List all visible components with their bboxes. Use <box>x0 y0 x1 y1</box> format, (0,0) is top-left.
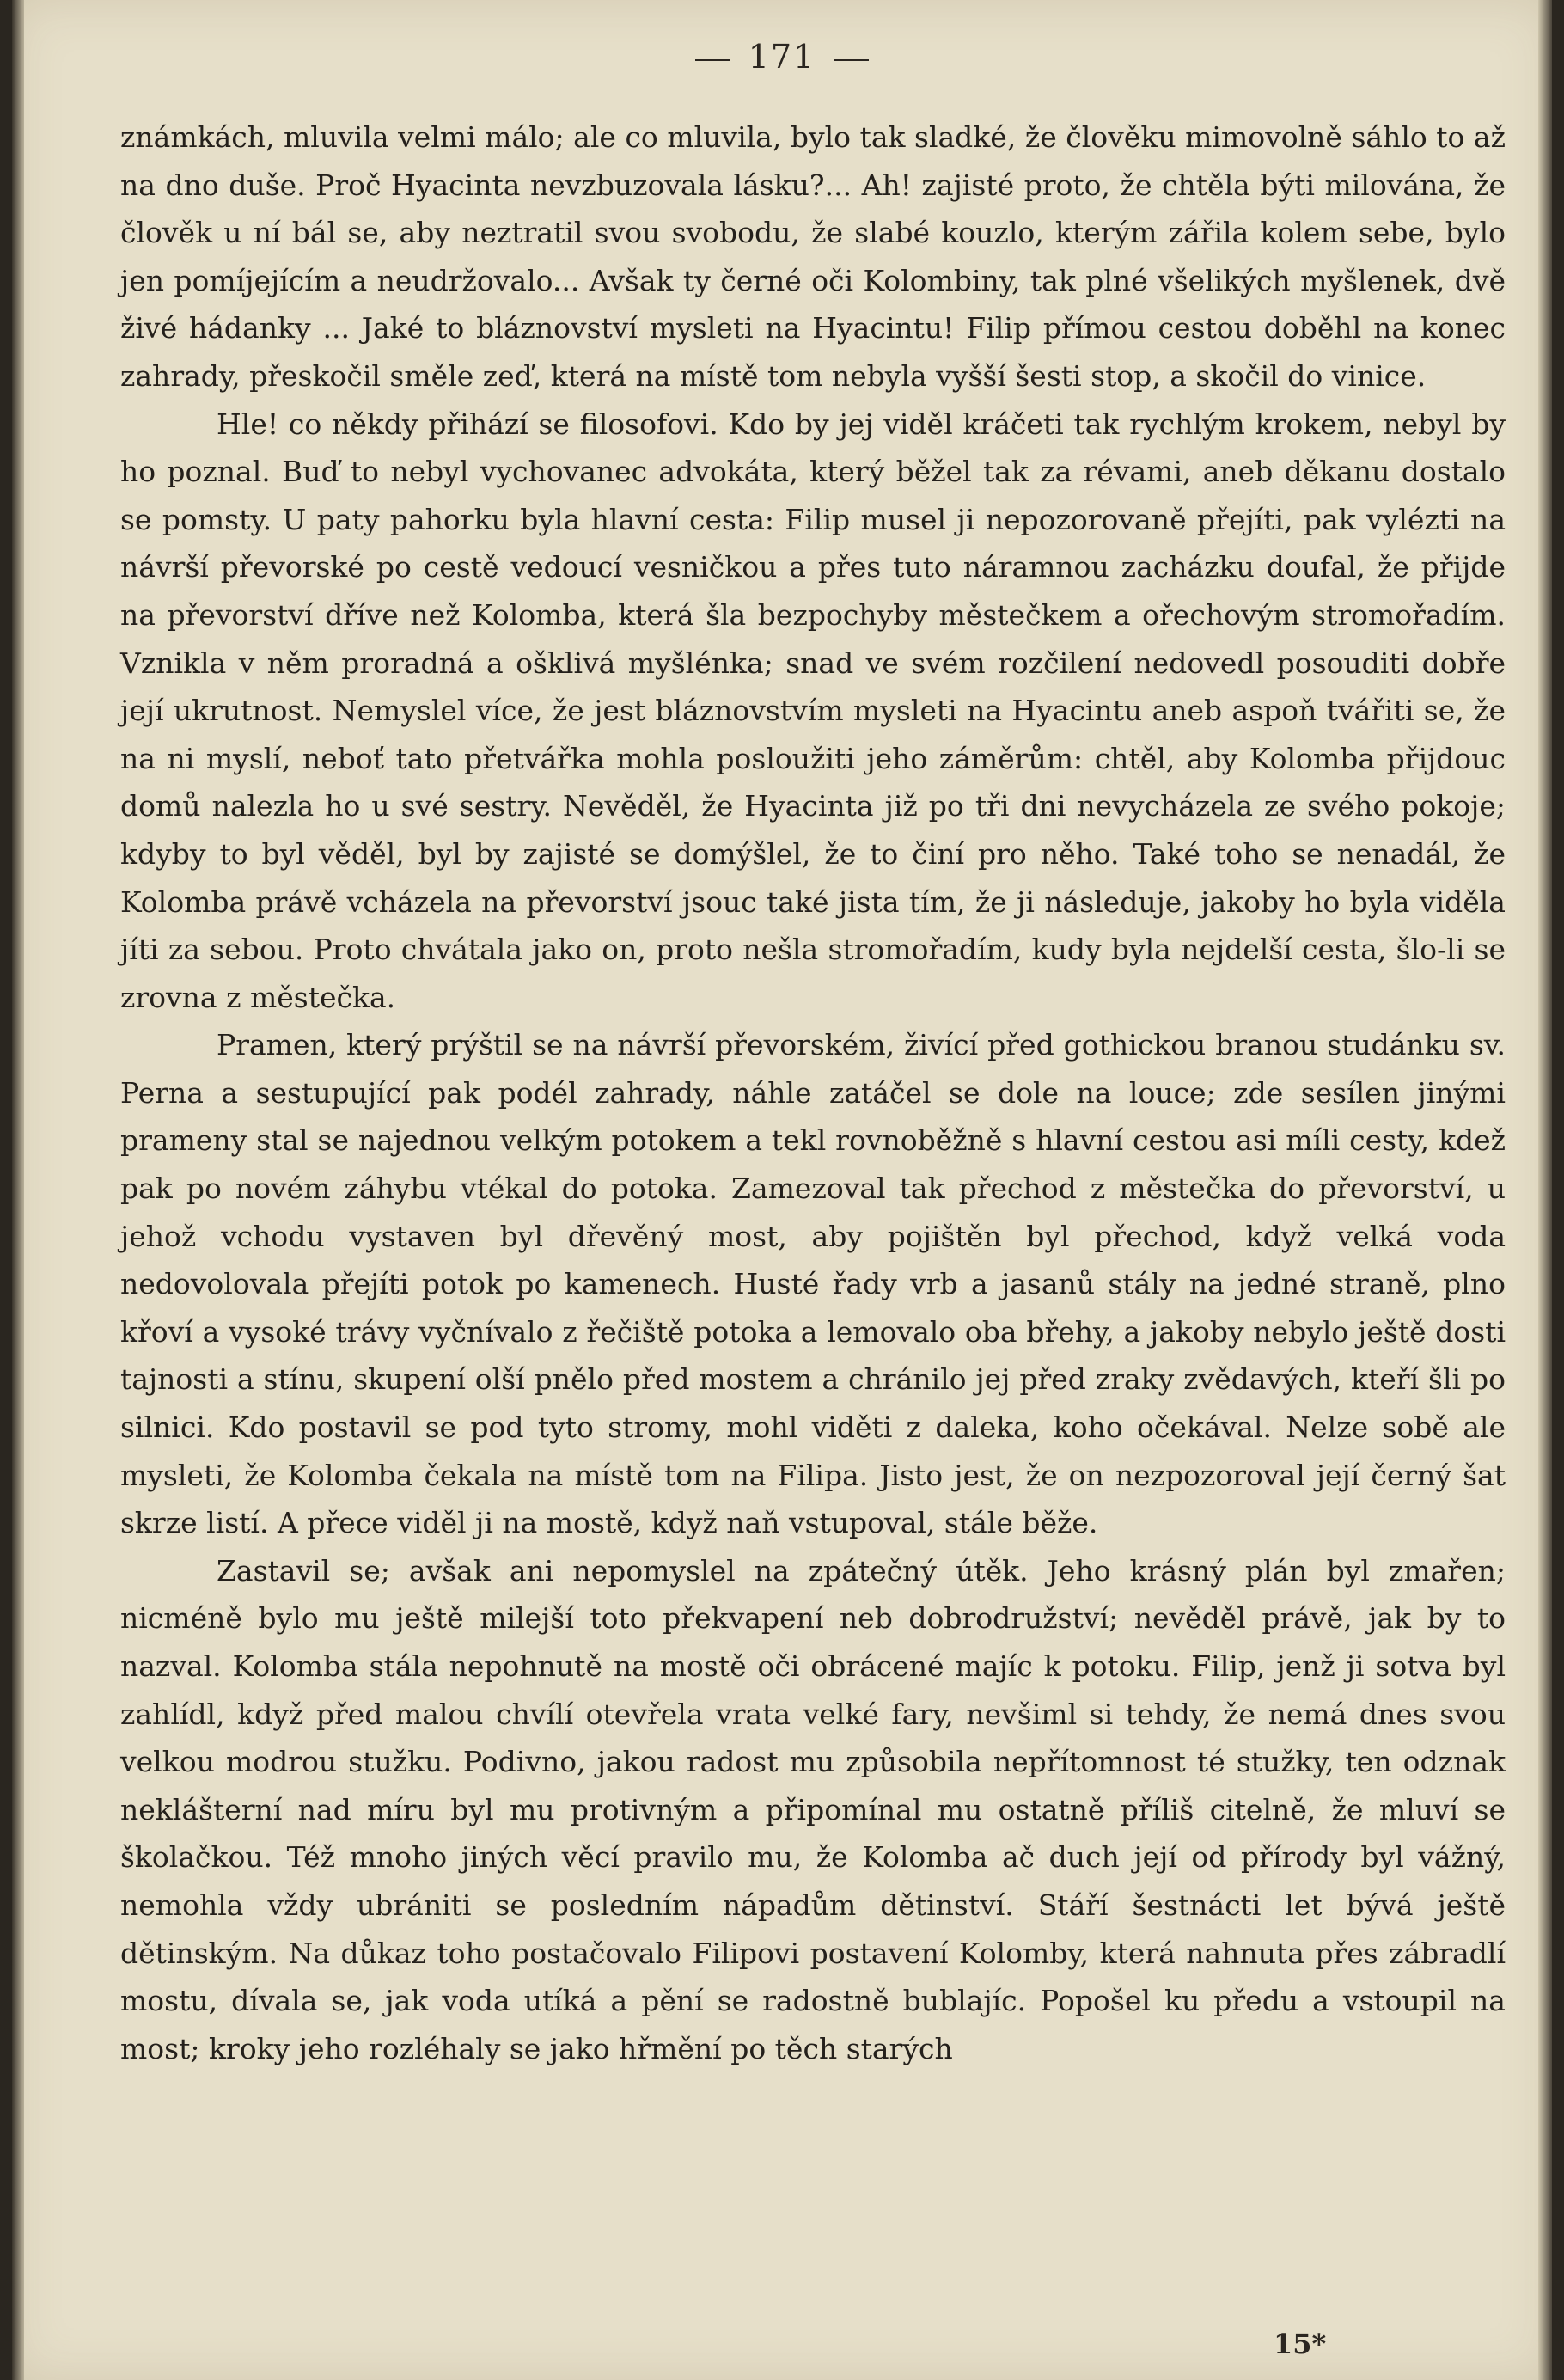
paragraph-1: známkách, mluvila velmi málo; ale co mluvila, bylo tak sladké, že člověku mimovolně sáhlo to až na dno duše. Proč Hyacinta nevzbuzovala lásku?... Ah! zajisté proto, že chtěla býti milována, že člověk u ní bál se, aby neztratil svou svobodu, že slabé kouzlo, kterým zářila kolem sebe, bylo jen pomíjejícím a neudržovalo... Avšak ty černé oči Kolombiny, tak plné všelikých myšlenek, dvě živé hádanky ... Jaké to bláznovství mysleti na Hyacintu! Filip přímou cestou doběhl na konec zahrady, přeskočil směle zeď, která na místě tom nebyla vyšší šesti stop, a skočil do vinice. <box>120 120 1506 393</box>
page-binding-edge <box>12 0 24 2380</box>
page-number: 171 <box>748 38 816 76</box>
paragraph-4: Zastavil se; avšak ani nepomyslel na zpátečný útěk. Jeho krásný plán byl zmařen; nicméně bylo mu ještě milejší toto překvapení neb dobrodružství; nevěděl právě, jak by to nazval. Kolomba stála nepohnutě na mostě oči obrácené majíc k potoku. Filip, jenž ji sotva byl zahlídl, když před malou chvílí otevřela vrata velké fary, nevšiml si tehdy, že nemá dnes svou velkou modrou stužku. Podivno, jakou radost mu způsobila nepřítomnost té stužky, ten odznak neklášterní nad míru byl mu protivným a připomínal mu ostatně příliš citelně, že mluví se školačkou. Též mnoho jiných věcí pravilo mu, že Kolomba ač duch její od přírody byl vážný, nemohla vždy ubrániti se posledním nápadům dětinství. Stáří šestnácti let bývá ještě dětinským. Na důkaz toho postačovalo Filipovi postavení Kolomby, která nahnuta přes zábradlí mostu, dívala se, jak voda utíká a pění se radostně bublajíc. Popošel ku předu a vstoupil na most; kroky jeho rozléhaly se jako hřmění po těch starých <box>120 1553 1506 2065</box>
printer-signature-mark: 15* <box>1274 2328 1327 2360</box>
page-outer-edge <box>1538 0 1552 2380</box>
paragraph-2: Hle! co někdy přihází se filosofovi. Kdo by jej viděl kráčeti tak rychlým krokem, nebyl by ho poznal. Buď to nebyl vychovanec advokáta, který běžel tak za révami, aneb děkanu dostalo se pomsty. U paty pahorku byla hlavní cesta: Filip musel ji nepozorovaně přejíti, pak vylézti na návrší převorské po cestě vedoucí vesničkou a přes tuto náramnou zacházku doufal, že přijde na převorství dříve než Kolomba, která šla bezpochyby městečkem a ořechovým stromořadím. Vznikla v něm proradná a ošklivá myšlénka; snad ve svém rozčilení nedovedl posouditi dobře její ukrutnost. Nemyslel více, že jest bláznovstvím mysleti na Hyacintu aneb aspoň tvářiti se, že na ni myslí, neboť tato přetvářka mohla posloužiti jeho záměrům: chtěl, aby Kolomba přijdouc domů nalezla ho u své sestry. Nevěděl, že Hyacinta již po tři dni nevycházela ze svého pokoje; kdyby to byl věděl, byl by zajisté se domýšlel, že to činí pro něho. Také toho se nenadál, že Kolomba právě vcházela na převorství jsouc také jista tím, že ji následuje, jakoby ho byla viděla jíti za sebou. Proto chvátala jako on, proto nešla stromořadím, kudy byla nejdelší cesta, šlo-li se zrovna z městečka. <box>120 407 1506 1014</box>
paragraph-3: Pramen, který prýštil se na návrší převorském, živící před gothickou branou studánku sv. Perna a sestupující pak podél zahrady, náhle zatáčel se dole na louce; zde sesílen jinými prameny stal se najednou velkým potokem a tekl rovnoběžně s hlavní cestou asi míli cesty, kdež pak po novém záhybu vtékal do potoka. Zamezoval tak přechod z městečka do převorství, u jehož vchodu vystaven byl dřevěný most, aby pojištěn byl přechod, když velká voda nedovolovala přejíti potok po kamenech. Husté řady vrb a jasanů stály na jedné straně, plno křoví a vysoké trávy vyčnívalo z řečiště potoka a lemovalo oba břehy, a jakoby nebylo ještě dosti tajnosti a stínu, skupení olší pnělo před mostem a chránilo jej před zraky zvědavých, kteří šli po silnici. Kdo postavil se pod tyto stromy, mohl viděti z daleka, koho očekával. Nelze sobě ale mysleti, že Kolomba čekala na místě tom na Filipa. Jisto jest, že on nezpozoroval její černý šat skrze listí. A přece viděl ji na mostě, když naň vstupoval, stále běže. <box>120 1028 1506 1540</box>
header-dash-left <box>695 59 730 61</box>
page-header <box>12 38 1552 76</box>
book-page <box>12 0 1552 2380</box>
header-dash-right <box>834 59 869 61</box>
page-body <box>120 113 1506 2072</box>
